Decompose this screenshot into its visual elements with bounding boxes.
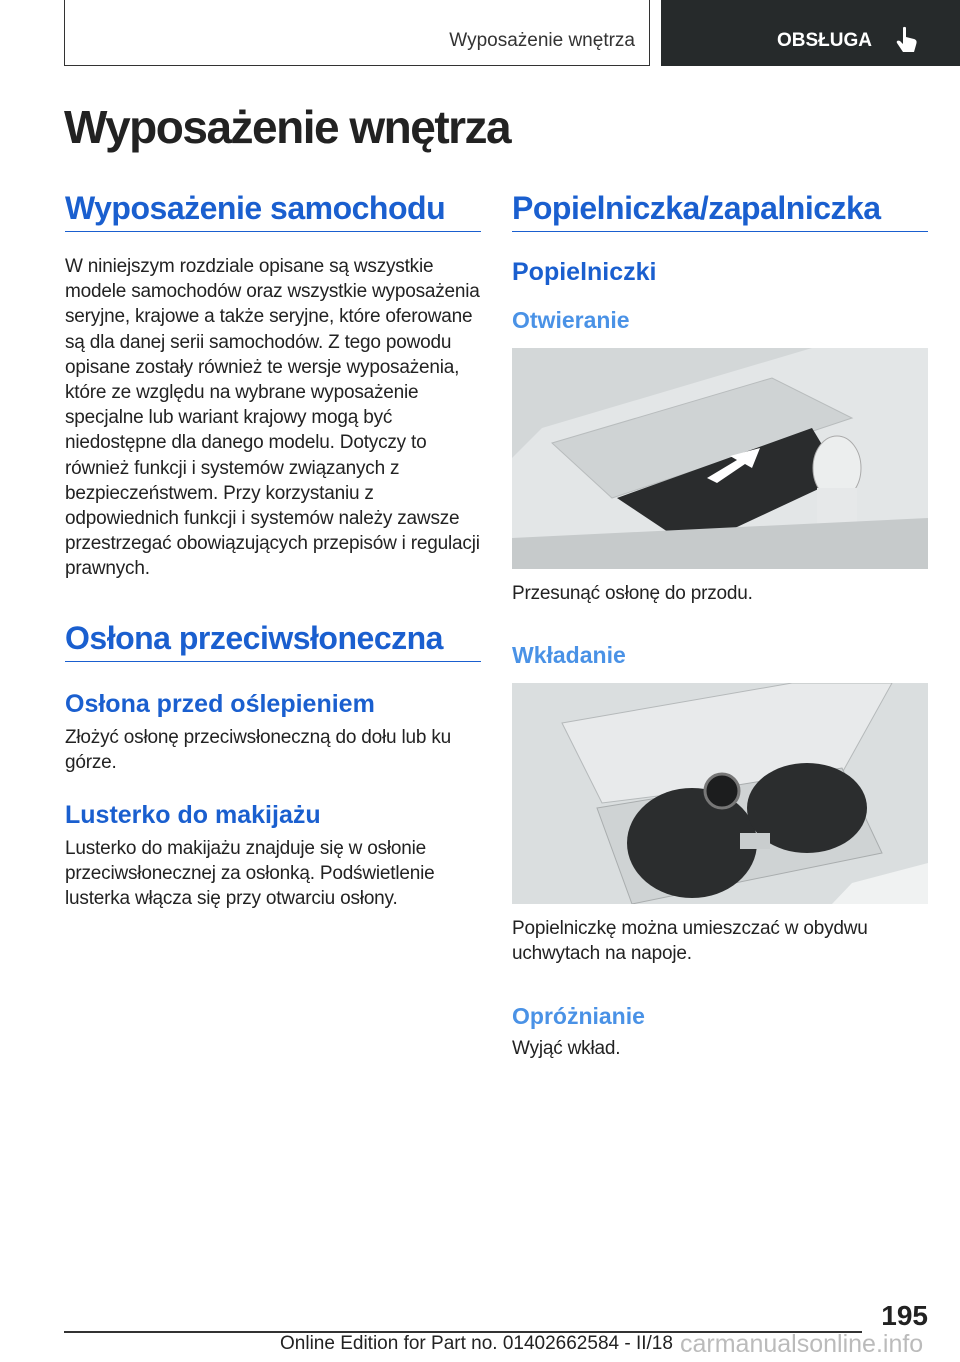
text-inserting: Popielniczkę można umieszczać w obydwu uchwytach na napoje. — [512, 918, 868, 965]
text-opening: Przesunąć osłonę do przodu. — [512, 583, 753, 604]
left-column — [65, 190, 481, 912]
page-number: 195 — [881, 1300, 928, 1331]
heading-ashtray-lighter: Popielniczka/zapalniczka — [512, 190, 928, 232]
ashtray-opening-image — [512, 348, 928, 569]
right-column — [512, 190, 928, 1061]
heading-sun-visor: Osłona przeciwsłoneczna — [65, 620, 481, 662]
header-section-title: Wyposażenie wnętrza — [449, 30, 635, 51]
heading-opening: Otwieranie — [512, 307, 630, 333]
chapter-label: OBSŁUGA — [777, 30, 872, 51]
text-glare: Złożyć osłonę przeciwsłoneczną do dołu lub ku górze. — [65, 726, 451, 773]
ashtray-cupholder-image — [512, 683, 928, 904]
page-title: Wyposażenie wnętrza — [64, 101, 511, 153]
header-section-box — [64, 0, 650, 66]
heading-emptying: Opróżnianie — [512, 1002, 645, 1029]
heading-glare: Osłona przed oślepieniem — [65, 689, 375, 718]
pointing-hand-icon — [895, 26, 921, 54]
heading-ashtrays: Popielniczki — [512, 258, 657, 286]
text-mirror: Lusterko do makijażu znajduje się w osłonie przeciwsłonecznej za osłonką. Podświetlenie lusterka włącza się przy otwarciu osłony. — [65, 838, 435, 910]
header-chapter-tab[interactable] — [661, 0, 960, 66]
text-emptying: Wyjąć wkład. — [512, 1037, 621, 1059]
heading-mirror: Lusterko do makijażu — [65, 801, 321, 830]
edition-text: Online Edition for Part no. 01402662584 - II/18 — [280, 1333, 673, 1354]
watermark: carmanualsonline.info — [680, 1330, 924, 1358]
text-equipment: W niniejszym rozdziale opisane są wszystkie modele samochodów oraz wszystkie wyposażenia seryjne, krajowe a także seryjne, które oferowane są dla danej serii samochodów. Z tego powodu opisane zostały również te wersje wyposażenia, które ze względu na wybrane wyposażenie specjalne lub wariant krajowy mogą być niedostępne dla danego modelu. Dotyczy to również funkcji i systemów związanych z bezpieczeństwem. Przy korzystaniu z odpowiednich funkcji i systemów należy zawsze przestrzegać obowiązujących przepisów i regulacji prawnych. — [65, 256, 480, 580]
heading-equipment: Wyposażenie samochodu — [65, 190, 481, 232]
heading-inserting: Wkładanie — [512, 642, 626, 669]
